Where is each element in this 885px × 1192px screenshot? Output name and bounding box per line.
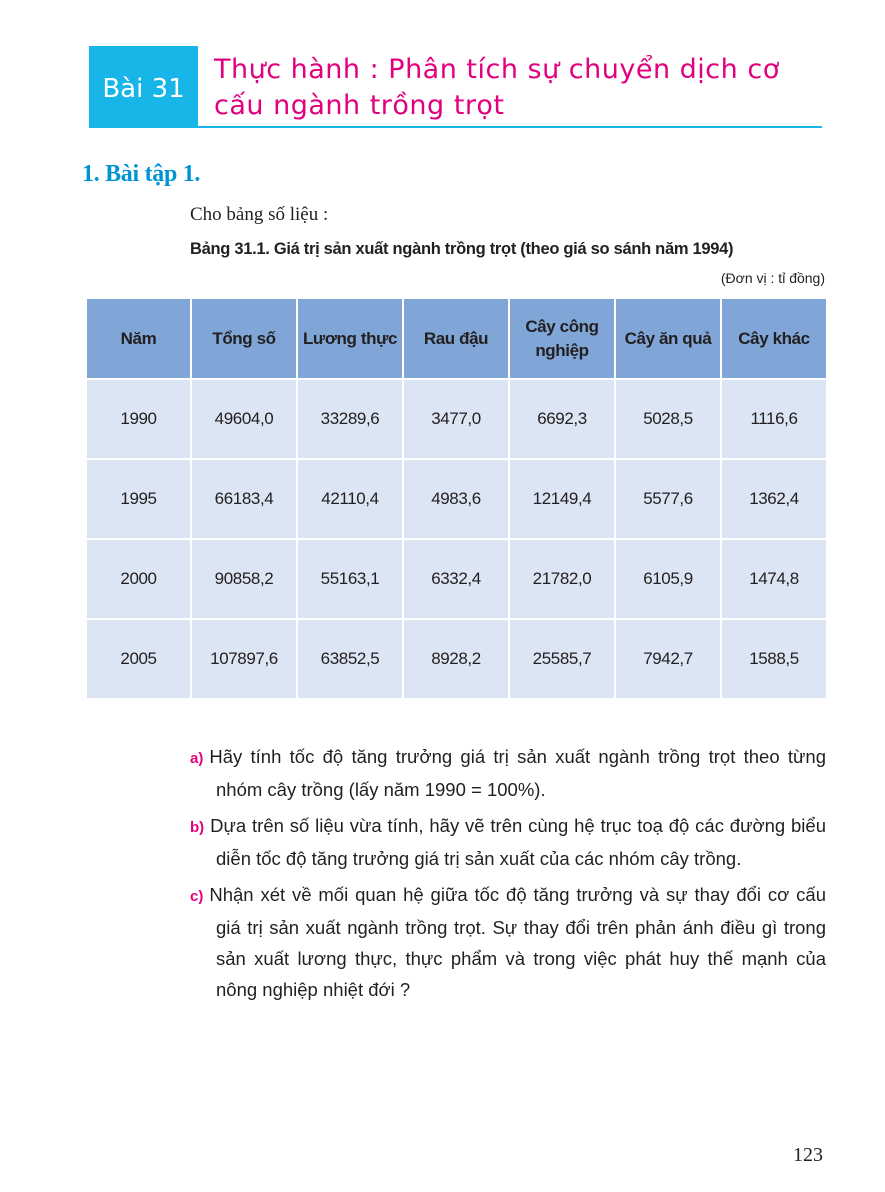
table-cell: 1990 — [86, 379, 191, 459]
table-unit: (Đơn vị : tỉ đồng) — [720, 270, 825, 286]
table-cell: 2005 — [86, 619, 191, 699]
table-cell: 21782,0 — [509, 539, 615, 619]
table-cell: 6105,9 — [615, 539, 721, 619]
table-cell: 7942,7 — [615, 619, 721, 699]
section-heading: 1. Bài tập 1. — [82, 161, 201, 187]
table-cell: 63852,5 — [297, 619, 403, 699]
table-cell: 1116,6 — [721, 379, 827, 459]
question-list — [190, 741, 826, 1010]
table-cell: 90858,2 — [191, 539, 297, 619]
lesson-badge: Bài 31 — [89, 46, 198, 128]
column-header: Tổng số — [191, 298, 297, 379]
lesson-title: Thực hành : Phân tích sự chuyển dịch cơ cấu ngành trồng trọt — [214, 54, 780, 121]
table-row — [86, 539, 827, 619]
table-cell: 3477,0 — [403, 379, 509, 459]
table-cell: 5028,5 — [615, 379, 721, 459]
table-cell: 33289,6 — [297, 379, 403, 459]
table-row — [86, 459, 827, 539]
table-cell: 8928,2 — [403, 619, 509, 699]
table-cell: 1362,4 — [721, 459, 827, 539]
intro-text: Cho bảng số liệu : — [190, 204, 329, 225]
question-label: c) — [190, 888, 204, 905]
question-text: Hãy tính tốc độ tăng trưởng giá trị sản xuất ngành trồng trọt theo từng nhóm cây trồng (lấy năm 1990 = 100%). — [209, 746, 826, 800]
table-cell: 5577,6 — [615, 459, 721, 539]
table-cell: 4983,6 — [403, 459, 509, 539]
question-item — [190, 879, 826, 1005]
page-number: 123 — [793, 1144, 823, 1166]
table-header-row — [86, 298, 827, 379]
table-cell: 66183,4 — [191, 459, 297, 539]
table-cell: 1588,5 — [721, 619, 827, 699]
column-header: Năm — [86, 298, 191, 379]
question-text: Dựa trên số liệu vừa tính, hãy vẽ trên cùng hệ trục toạ độ các đường biểu diễn tốc độ tăng trưởng giá trị sản xuất của các nhóm cây trồng. — [210, 815, 826, 869]
table-cell: 107897,6 — [191, 619, 297, 699]
table-caption: Bảng 31.1. Giá trị sản xuất ngành trồng trọt (theo giá so sánh năm 1994) — [190, 240, 734, 258]
column-header: Cây công nghiệp — [509, 298, 615, 379]
table-cell: 1474,8 — [721, 539, 827, 619]
question-item — [190, 741, 826, 805]
table-cell: 12149,4 — [509, 459, 615, 539]
table-cell: 42110,4 — [297, 459, 403, 539]
table-cell: 55163,1 — [297, 539, 403, 619]
table-cell: 25585,7 — [509, 619, 615, 699]
table-cell: 2000 — [86, 539, 191, 619]
column-header: Cây ăn quả — [615, 298, 721, 379]
column-header: Rau đậu — [403, 298, 509, 379]
question-text: Nhận xét về mối quan hệ giữa tốc độ tăng trưởng và sự thay đổi cơ cấu giá trị sản xuất ngành trồng trọt. Sự thay đổi trên phản ánh điều gì trong sản xuất lương thực, thực phẩm và trong việc phát huy thế mạnh của nông nghiệp nhiệt đới ? — [209, 884, 826, 1000]
question-label: b) — [190, 819, 205, 836]
question-item — [190, 810, 826, 874]
table-row — [86, 619, 827, 699]
data-table — [85, 297, 828, 700]
question-label: a) — [190, 750, 204, 767]
table-cell: 6332,4 — [403, 539, 509, 619]
table-cell: 1995 — [86, 459, 191, 539]
table-cell: 49604,0 — [191, 379, 297, 459]
column-header: Lương thực — [297, 298, 403, 379]
header-divider — [198, 126, 822, 128]
table-cell: 6692,3 — [509, 379, 615, 459]
column-header: Cây khác — [721, 298, 827, 379]
table-row — [86, 379, 827, 459]
